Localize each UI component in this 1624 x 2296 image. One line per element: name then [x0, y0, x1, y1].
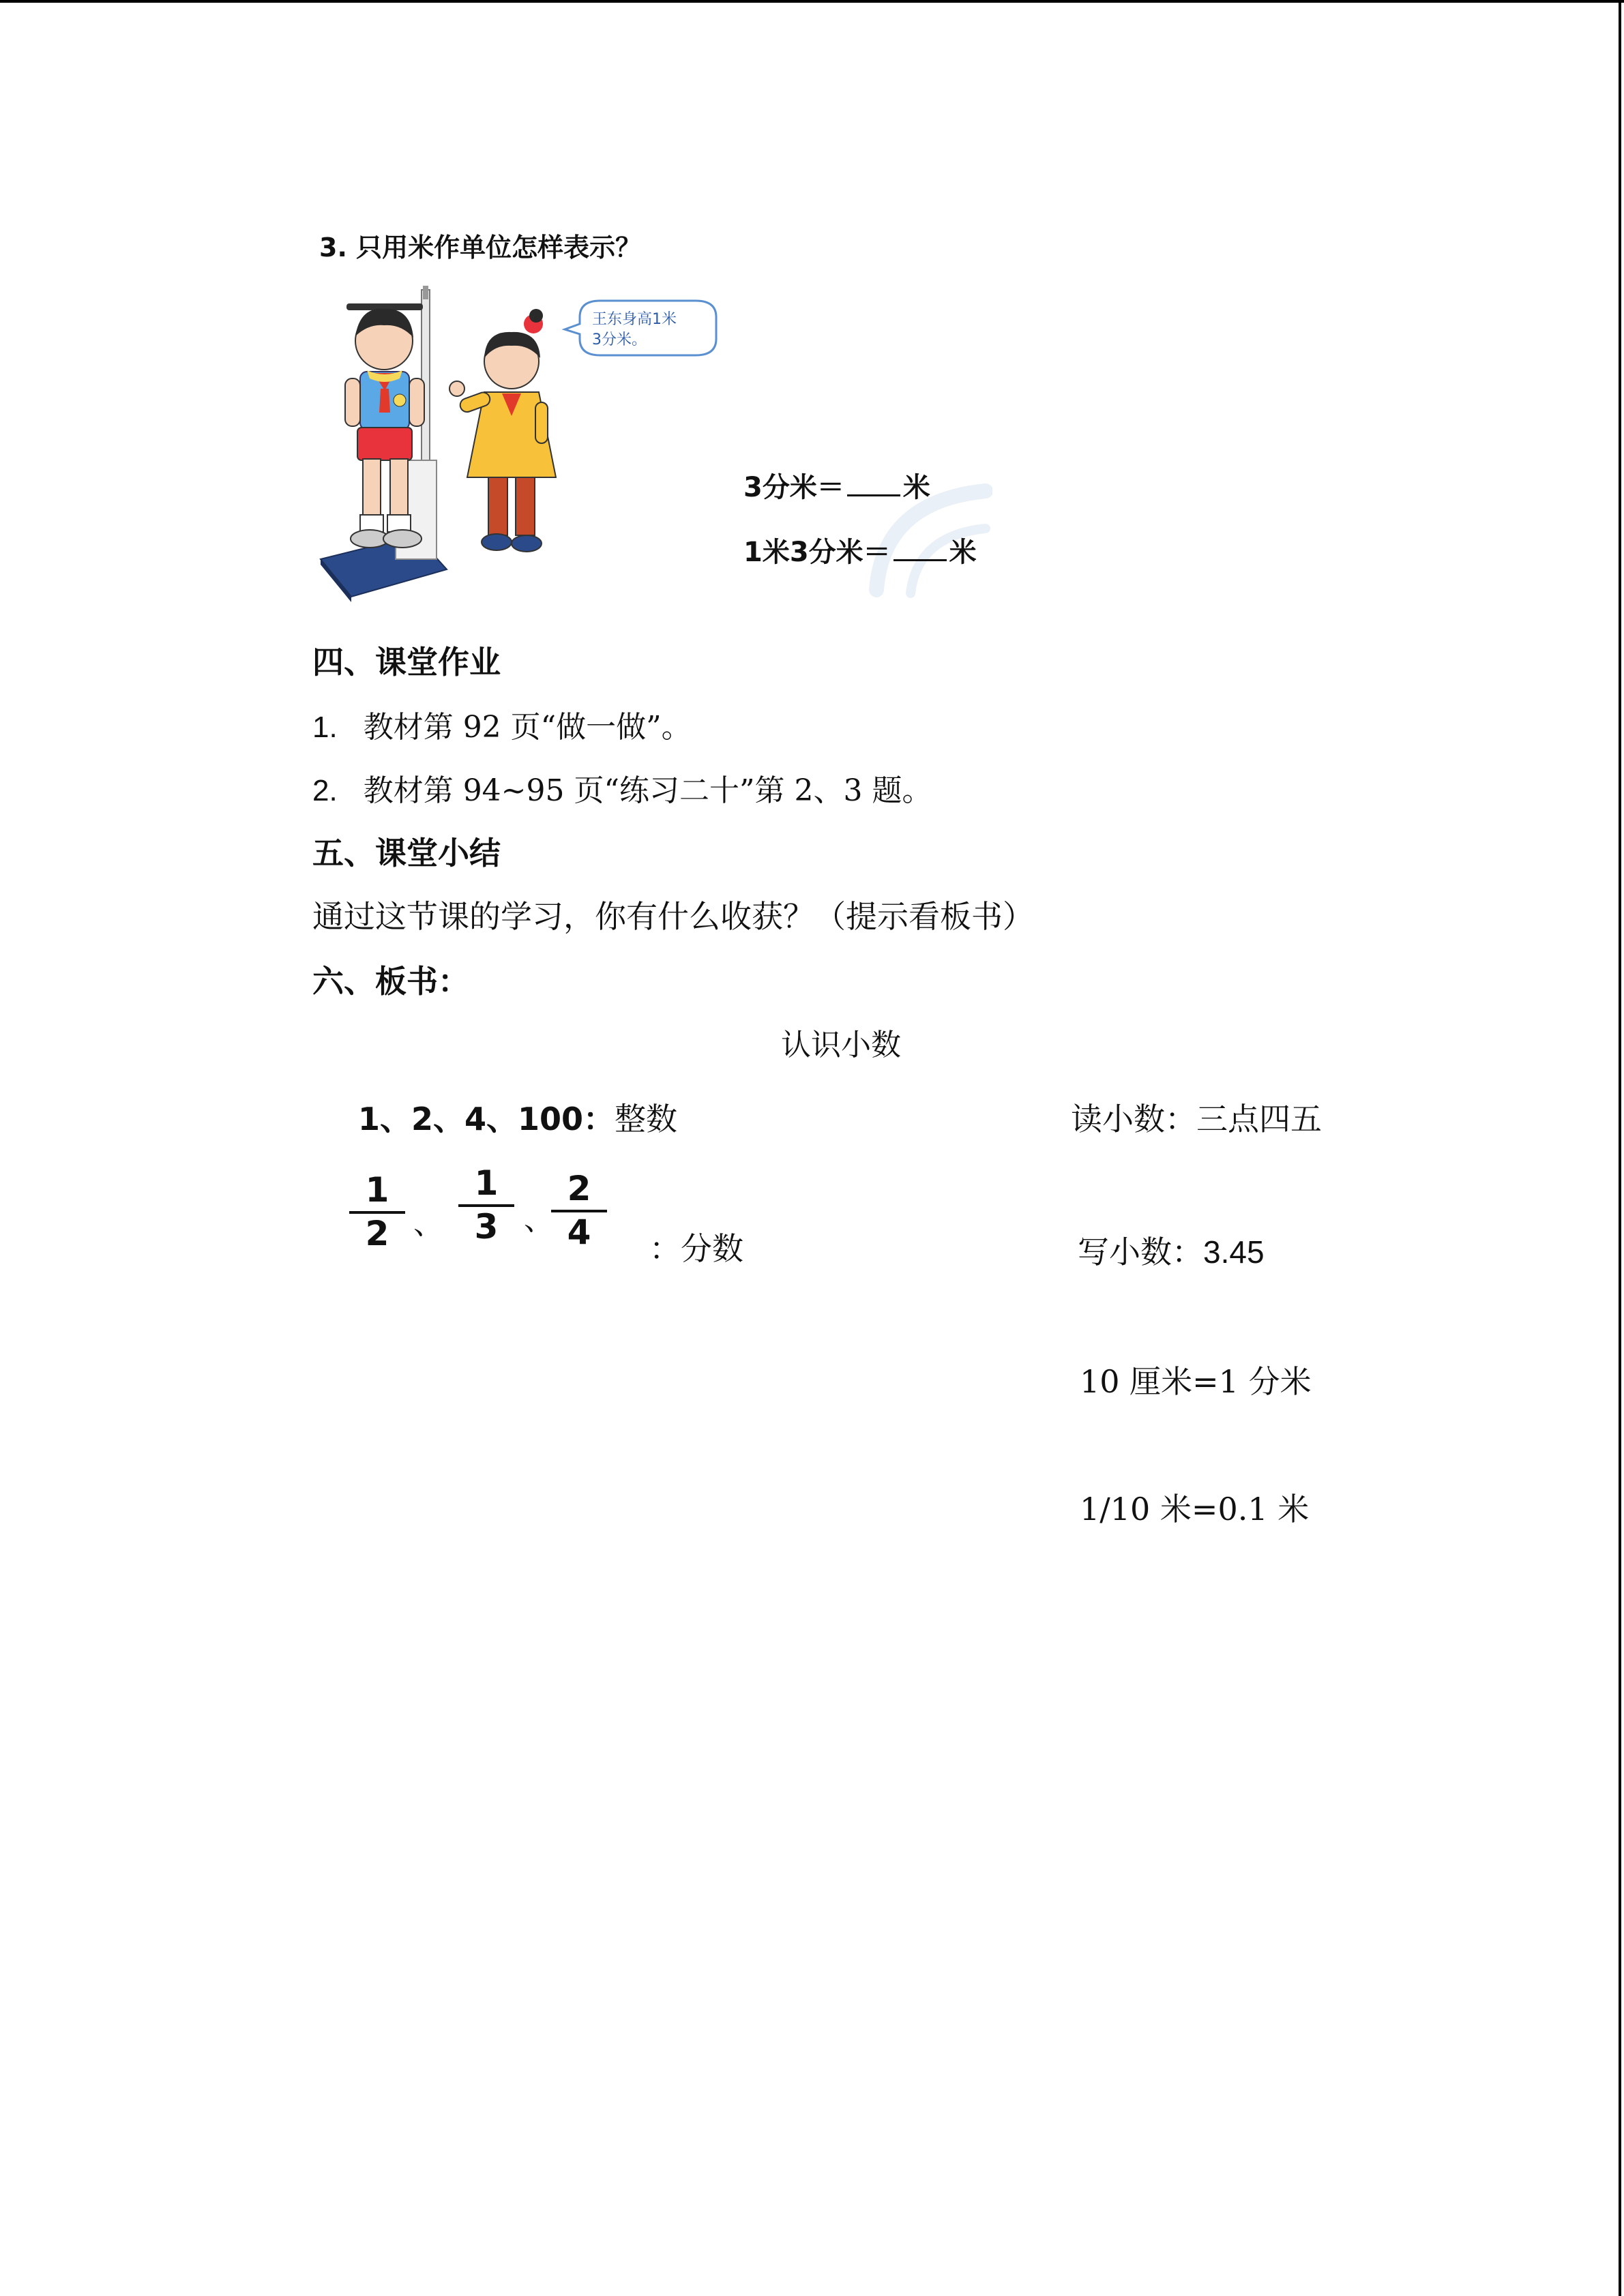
- fraction-1: $\frac{1}{2}$: [349, 1170, 405, 1253]
- homework-item-1: 1. 教材第 92 页“做一做”。: [312, 710, 692, 745]
- conversion-tenth-meter: 1/10 米=0.1 米: [1080, 1491, 1310, 1527]
- speech-bubble: [565, 301, 716, 355]
- integers-line: 1、2、4、100：整数: [358, 1101, 678, 1137]
- fraction-separator-2: 、: [524, 1202, 554, 1237]
- equation-3dm: 3分米＝ 米: [743, 472, 930, 503]
- section-5-heading: 五、课堂小结: [312, 835, 501, 871]
- answer-blank-1: [847, 471, 900, 496]
- section-6-heading: 六、板书：: [312, 963, 469, 1000]
- board-title: 认识小数: [781, 1028, 901, 1062]
- height-measure-illustration: [314, 276, 723, 603]
- girl-figure: [449, 309, 556, 552]
- read-decimal: 读小数：三点四五: [1071, 1101, 1322, 1137]
- section-4-heading: 四、课堂作业: [312, 644, 501, 681]
- equation-1m3dm: 1米3分米＝ 米: [743, 537, 977, 568]
- summary-text: 通过这节课的学习，你有什么收获？（提示看板书）: [312, 898, 1034, 935]
- fraction-3: $\frac{2}{4}$: [551, 1169, 607, 1252]
- page-top-border: [0, 0, 1624, 3]
- question-3-title: 3. 只用米作单位怎样表示？: [319, 233, 642, 263]
- conversion-cm-dm: 10 厘米=1 分米: [1080, 1363, 1312, 1400]
- speech-line-1: 王东身高1米: [592, 311, 677, 328]
- write-decimal: 写小数：3.45: [1078, 1234, 1265, 1270]
- homework-item-2: 2. 教材第 94~95 页“练习二十”第 2、3 题。: [312, 773, 932, 808]
- answer-blank-2: [894, 536, 947, 561]
- fraction-label: ：分数: [649, 1230, 743, 1267]
- fraction-separator-1: 、: [413, 1206, 443, 1241]
- page-right-border: [1619, 0, 1621, 2296]
- fraction-2: $\frac{1}{3}$: [458, 1163, 514, 1247]
- speech-line-2: 3分米。: [592, 331, 647, 348]
